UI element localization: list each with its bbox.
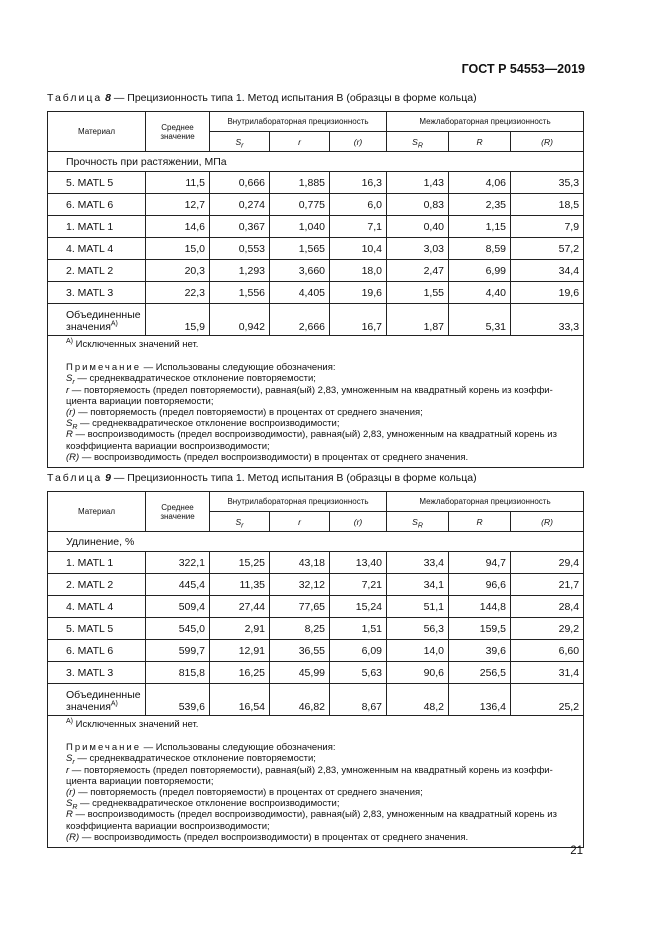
cell-sr: 11,35 xyxy=(210,574,270,596)
combined-row xyxy=(48,304,584,336)
cell-material: 2. MATL 2 xyxy=(48,574,146,596)
cell-r-pct: 7,21 xyxy=(330,574,387,596)
cell-R: 39,6 xyxy=(449,640,511,662)
cell-sR: 56,3 xyxy=(387,618,449,640)
cell-r: 2,666 xyxy=(270,304,330,336)
cell-r-pct: 19,6 xyxy=(330,282,387,304)
cell-mean: 545,0 xyxy=(146,618,210,640)
r-header: r xyxy=(270,132,330,152)
cell-R: 8,59 xyxy=(449,238,511,260)
mean-header: Среднее значение xyxy=(146,492,210,532)
cell-sr: 0,942 xyxy=(210,304,270,336)
cell-material: 4. MATL 4 xyxy=(48,596,146,618)
cell-R: 159,5 xyxy=(449,618,511,640)
caption-label: Таблица xyxy=(47,92,103,104)
cell-R: 96,6 xyxy=(449,574,511,596)
cell-r: 1,885 xyxy=(270,172,330,194)
table-notes xyxy=(48,716,584,848)
table-row xyxy=(48,282,584,304)
footnote: $^{A)}$ Исключенных значений нет. xyxy=(66,337,199,350)
table-9-caption xyxy=(47,472,477,484)
cell-R: 2,35 xyxy=(449,194,511,216)
cell-combined-label: Объединенные значения$^{A)}$ xyxy=(48,684,146,716)
note-line: $S_R$ — среднеквадратическое отклонение воспроизводимости; xyxy=(66,418,340,432)
cell-r: 36,55 xyxy=(270,640,330,662)
cell-sR: 90,6 xyxy=(387,662,449,684)
cell-sr: 0,553 xyxy=(210,238,270,260)
cell-r-pct: 18,0 xyxy=(330,260,387,282)
between-lab-header: Межлабораторная прецизионность xyxy=(387,112,584,132)
footnote: $^{A)}$ Исключенных значений нет. xyxy=(66,717,199,730)
cell-R: 136,4 xyxy=(449,684,511,716)
cell-R-pct: 19,6 xyxy=(511,282,584,304)
caption-number: 8 xyxy=(105,92,111,104)
cell-mean: 815,8 xyxy=(146,662,210,684)
cell-R-pct: 25,2 xyxy=(511,684,584,716)
cell-r: 1,565 xyxy=(270,238,330,260)
cell-sR: 1,87 xyxy=(387,304,449,336)
cell-sr: 0,666 xyxy=(210,172,270,194)
cell-mean: 12,7 xyxy=(146,194,210,216)
cell-mean: 22,3 xyxy=(146,282,210,304)
cell-R: 94,7 xyxy=(449,552,511,574)
note-intro: Примечание — Использованы следующие обозначения: xyxy=(66,742,336,754)
cell-sr: 12,91 xyxy=(210,640,270,662)
caption-number: 9 xyxy=(105,472,111,484)
cell-material: 2. MATL 2 xyxy=(48,260,146,282)
cell-R-pct: 7,9 xyxy=(511,216,584,238)
cell-material: 1. MATL 1 xyxy=(48,216,146,238)
note-line: $S_R$ — среднеквадратическое отклонение воспроизводимости; xyxy=(66,798,340,812)
cell-R: 6,99 xyxy=(449,260,511,282)
cell-R: 256,5 xyxy=(449,662,511,684)
cell-mean: 20,3 xyxy=(146,260,210,282)
cell-r-pct: 15,24 xyxy=(330,596,387,618)
cell-r-pct: 13,40 xyxy=(330,552,387,574)
caption-text: — Прецизионность типа 1. Метод испытания В (образцы в форме кольца) xyxy=(110,472,477,484)
cell-sr: 15,25 xyxy=(210,552,270,574)
cell-sr: 2,91 xyxy=(210,618,270,640)
cell-material: 3. MATL 3 xyxy=(48,282,146,304)
within-lab-header: Внутрилабораторная прецизионность xyxy=(210,492,387,512)
cell-sR: 0,83 xyxy=(387,194,449,216)
table-header-row xyxy=(48,492,584,512)
cell-R: 1,15 xyxy=(449,216,511,238)
sr-header: $S_r$ xyxy=(210,132,270,152)
cell-mean: 11,5 xyxy=(146,172,210,194)
cell-sR: 51,1 xyxy=(387,596,449,618)
combined-row xyxy=(48,684,584,716)
note-intro: Примечание — Использованы следующие обозначения: xyxy=(66,362,336,374)
table-9 xyxy=(47,491,584,848)
cell-mean: 15,9 xyxy=(146,304,210,336)
material-header: Материал xyxy=(48,112,146,152)
cell-R: 144,8 xyxy=(449,596,511,618)
cell-r-pct: 1,51 xyxy=(330,618,387,640)
between-lab-header: Межлабораторная прецизионность xyxy=(387,492,584,512)
table-row xyxy=(48,618,584,640)
cell-R-pct: 31,4 xyxy=(511,662,584,684)
cell-material: 5. MATL 5 xyxy=(48,172,146,194)
cell-sR: 1,43 xyxy=(387,172,449,194)
cell-R-pct: 34,4 xyxy=(511,260,584,282)
cell-sR: 1,55 xyxy=(387,282,449,304)
cell-sR: 33,4 xyxy=(387,552,449,574)
page-number: 21 xyxy=(570,845,583,857)
cell-material: 5. MATL 5 xyxy=(48,618,146,640)
cell-mean: 15,0 xyxy=(146,238,210,260)
R-pct-header: (R) xyxy=(511,512,584,532)
section-title: Прочность при растяжении, МПа xyxy=(48,152,584,172)
document-code: ГОСТ Р 54553—2019 xyxy=(461,62,585,76)
table-row xyxy=(48,194,584,216)
cell-r: 46,82 xyxy=(270,684,330,716)
cell-R-pct: 28,4 xyxy=(511,596,584,618)
cell-r-pct: 16,3 xyxy=(330,172,387,194)
cell-sr: 16,25 xyxy=(210,662,270,684)
cell-sR: 48,2 xyxy=(387,684,449,716)
note-line: r — повторяемость (предел повторяемости), равная(ый) 2,83, умноженным на квадратный корень из коэффициента вариации повторяемости; xyxy=(66,384,553,407)
cell-sr: 1,293 xyxy=(210,260,270,282)
cell-r-pct: 6,0 xyxy=(330,194,387,216)
cell-mean: 509,4 xyxy=(146,596,210,618)
table-row xyxy=(48,260,584,282)
table-notes xyxy=(48,336,584,468)
mean-header: Среднее значение xyxy=(146,112,210,152)
cell-sR: 2,47 xyxy=(387,260,449,282)
cell-r: 0,775 xyxy=(270,194,330,216)
R-header: R xyxy=(449,132,511,152)
cell-R-pct: 21,7 xyxy=(511,574,584,596)
cell-material: 4. MATL 4 xyxy=(48,238,146,260)
cell-R-pct: 29,2 xyxy=(511,618,584,640)
cell-sR: 3,03 xyxy=(387,238,449,260)
within-lab-header: Внутрилабораторная прецизионность xyxy=(210,112,387,132)
material-header: Материал xyxy=(48,492,146,532)
note-line: (R) — воспроизводимость (предел воспроизводимости) в процентах от среднего значения. xyxy=(66,831,469,843)
cell-r: 43,18 xyxy=(270,552,330,574)
table-row xyxy=(48,596,584,618)
note-line: r — повторяемость (предел повторяемости), равная(ый) 2,83, умноженным на квадратный корень из коэффициента вариации повторяемости; xyxy=(66,764,553,787)
note-line: $S_r$ — среднеквадратическое отклонение повторяемости; xyxy=(66,373,316,387)
cell-r: 77,65 xyxy=(270,596,330,618)
cell-sR: 0,40 xyxy=(387,216,449,238)
table-row xyxy=(48,216,584,238)
cell-sr: 1,556 xyxy=(210,282,270,304)
note-line: (R) — воспроизводимость (предел воспроизводимости) в процентах от среднего значения. xyxy=(66,451,469,463)
table-row xyxy=(48,238,584,260)
note-line: R — воспроизводимость (предел воспроизводимости), равная(ый) 2,83, умноженным на квадратный корень из коэффициента вариации воспроизводимости; xyxy=(66,809,557,832)
note-line: R — воспроизводимость (предел воспроизводимости), равная(ый) 2,83, умноженным на квадратный корень из коэффициента вариации воспроизводимости; xyxy=(66,429,557,452)
cell-R-pct: 33,3 xyxy=(511,304,584,336)
cell-sr: 0,367 xyxy=(210,216,270,238)
table-row xyxy=(48,662,584,684)
r-pct-header: (r) xyxy=(330,512,387,532)
R-pct-header: (R) xyxy=(511,132,584,152)
cell-R-pct: 6,60 xyxy=(511,640,584,662)
cell-mean: 322,1 xyxy=(146,552,210,574)
table-row xyxy=(48,640,584,662)
table-row xyxy=(48,574,584,596)
cell-R-pct: 35,3 xyxy=(511,172,584,194)
table-header-row xyxy=(48,112,584,132)
cell-sr: 27,44 xyxy=(210,596,270,618)
cell-r-pct: 10,4 xyxy=(330,238,387,260)
cell-mean: 539,6 xyxy=(146,684,210,716)
cell-r-pct: 8,67 xyxy=(330,684,387,716)
cell-material: 1. MATL 1 xyxy=(48,552,146,574)
cell-mean: 445,4 xyxy=(146,574,210,596)
table-row xyxy=(48,552,584,574)
cell-sr: 0,274 xyxy=(210,194,270,216)
cell-r-pct: 16,7 xyxy=(330,304,387,336)
caption-label: Таблица xyxy=(47,472,103,484)
cell-material: 6. MATL 6 xyxy=(48,194,146,216)
cell-r-pct: 7,1 xyxy=(330,216,387,238)
cell-r: 1,040 xyxy=(270,216,330,238)
r-header: r xyxy=(270,512,330,532)
cell-R-pct: 29,4 xyxy=(511,552,584,574)
cell-R: 5,31 xyxy=(449,304,511,336)
table-8 xyxy=(47,111,584,468)
cell-material: 6. MATL 6 xyxy=(48,640,146,662)
sR-header: $S_R$ xyxy=(387,512,449,532)
cell-r: 4,405 xyxy=(270,282,330,304)
cell-R-pct: 18,5 xyxy=(511,194,584,216)
note-line: $S_r$ — среднеквадратическое отклонение повторяемости; xyxy=(66,753,316,767)
cell-R: 4,40 xyxy=(449,282,511,304)
r-pct-header: (r) xyxy=(330,132,387,152)
cell-sr: 16,54 xyxy=(210,684,270,716)
section-title: Удлинение, % xyxy=(48,532,584,552)
cell-R-pct: 57,2 xyxy=(511,238,584,260)
cell-sR: 34,1 xyxy=(387,574,449,596)
note-line: (r) — повторяемость (предел повторяемости) в процентах от среднего значения; xyxy=(66,787,423,799)
cell-r-pct: 5,63 xyxy=(330,662,387,684)
cell-combined-label: Объединенные значения$^{A)}$ xyxy=(48,304,146,336)
cell-r: 45,99 xyxy=(270,662,330,684)
cell-mean: 14,6 xyxy=(146,216,210,238)
table-row xyxy=(48,172,584,194)
cell-sR: 14,0 xyxy=(387,640,449,662)
sr-header: $S_r$ xyxy=(210,512,270,532)
cell-r: 8,25 xyxy=(270,618,330,640)
cell-mean: 599,7 xyxy=(146,640,210,662)
sR-header: $S_R$ xyxy=(387,132,449,152)
caption-text: — Прецизионность типа 1. Метод испытания В (образцы в форме кольца) xyxy=(110,92,477,104)
table-8-caption xyxy=(47,92,477,104)
R-header: R xyxy=(449,512,511,532)
cell-material: 3. MATL 3 xyxy=(48,662,146,684)
note-line: (r) — повторяемость (предел повторяемости) в процентах от среднего значения; xyxy=(66,407,423,419)
cell-R: 4,06 xyxy=(449,172,511,194)
cell-r: 3,660 xyxy=(270,260,330,282)
cell-r: 32,12 xyxy=(270,574,330,596)
cell-r-pct: 6,09 xyxy=(330,640,387,662)
